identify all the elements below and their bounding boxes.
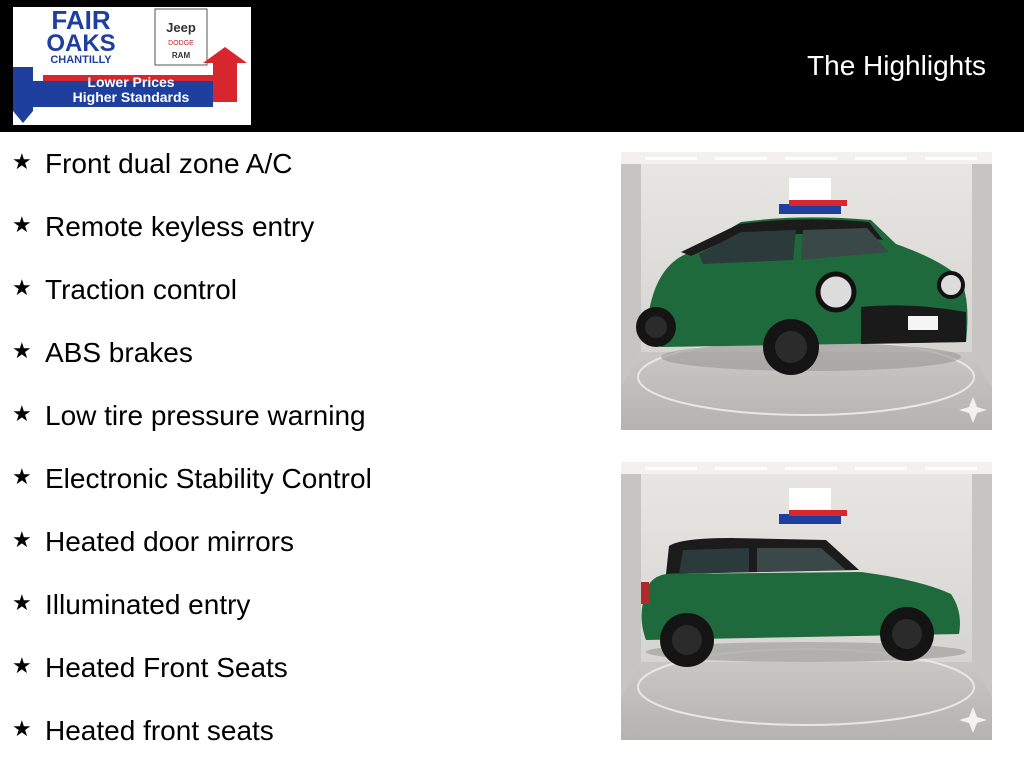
feature-item [12, 462, 372, 525]
feature-item [12, 399, 372, 462]
feature-label: Electronic Stability Control [45, 463, 372, 494]
feature-label: Heated front seats [45, 715, 274, 746]
feature-label: Heated door mirrors [45, 526, 294, 557]
logo-tagline-1: Lower Prices [87, 74, 175, 90]
star-icon: ★ [12, 527, 32, 552]
car-photo-front-three-quarter [621, 152, 992, 430]
feature-item [12, 336, 372, 399]
star-icon: ★ [12, 653, 32, 678]
logo-brand-2: DODGE [168, 40, 194, 47]
logo-line-2: OAKS [46, 30, 116, 57]
star-icon: ★ [12, 464, 32, 489]
feature-label: Low tire pressure warning [45, 400, 366, 431]
page-title: The Highlights [807, 50, 986, 81]
feature-label: Remote keyless entry [45, 211, 315, 242]
feature-item [12, 273, 372, 336]
logo-tagline-2: Higher Standards [72, 89, 190, 105]
feature-list [12, 147, 372, 777]
dealer-logo [13, 7, 251, 125]
feature-label: Illuminated entry [45, 589, 251, 620]
star-icon: ★ [12, 212, 32, 237]
star-icon: ★ [12, 716, 32, 741]
feature-label: Front dual zone A/C [45, 148, 293, 179]
feature-item [12, 525, 372, 588]
logo-line-1: FAIR [51, 7, 111, 35]
logo-brand-3: RAM [171, 51, 191, 60]
star-icon: ★ [12, 590, 32, 615]
dealer-logo-graphic [13, 7, 251, 125]
feature-item [12, 651, 372, 714]
star-icon: ★ [12, 275, 32, 300]
logo-line-3: CHANTILLY [50, 54, 112, 66]
star-icon: ★ [12, 338, 32, 363]
feature-label: Traction control [45, 274, 237, 305]
car-photo-side-profile [621, 462, 992, 740]
logo-brand-1: Jeep [166, 20, 196, 35]
header-bar [0, 0, 1024, 132]
feature-label: ABS brakes [45, 337, 193, 368]
star-icon: ★ [12, 401, 32, 426]
feature-item [12, 210, 372, 273]
star-icon: ★ [12, 149, 32, 174]
feature-label: Heated Front Seats [45, 652, 288, 683]
feature-item [12, 147, 372, 210]
feature-item [12, 588, 372, 651]
